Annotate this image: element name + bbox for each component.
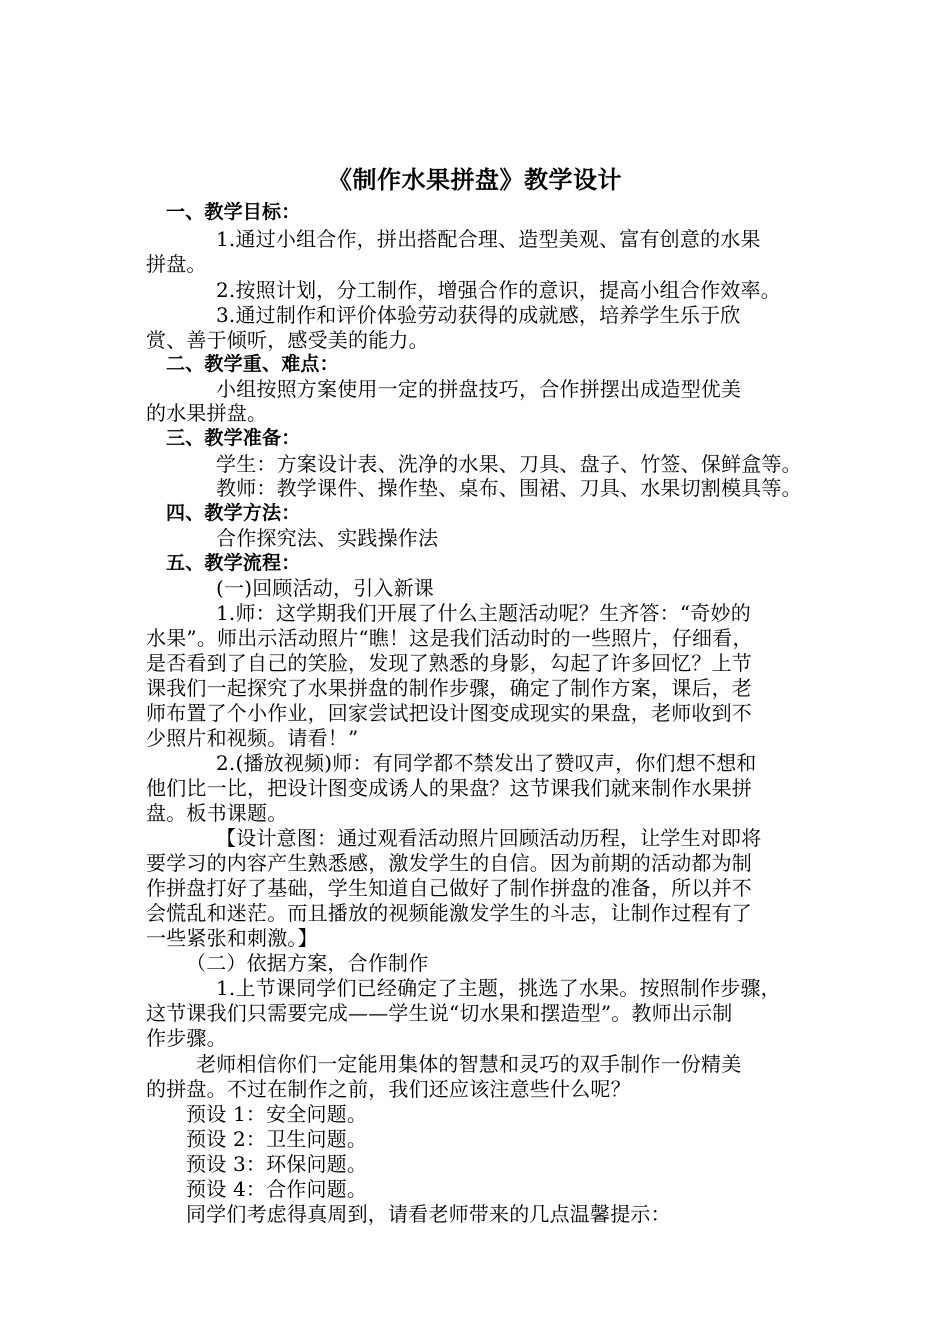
text-line: 作步骤。	[146, 1026, 227, 1050]
text-line: 【设计意图：通过观看活动照片回顾活动历程，让学生对即将	[216, 826, 762, 850]
heading-preparation: 三、教学准备：	[166, 427, 301, 449]
text-line: 2.按照计划，分工制作，增强合作的意识，提高小组合作效率。	[216, 278, 781, 302]
text-line: 会慌乱和迷茫。而且播放的视频能激发学生的斗志，让制作过程有了	[146, 901, 752, 925]
document-title: 《制作水果拼盘》教学设计	[328, 166, 622, 194]
text-line: 的水果拼盘。	[146, 401, 268, 425]
text-line: 预设 3：环保问题。	[186, 1152, 368, 1176]
text-line: 预设 2：卫生问题。	[186, 1127, 368, 1151]
text-line: 1.上节课同学们已经确定了主题，挑选了水果。按照制作步骤，	[216, 976, 781, 1000]
text-line: 作拼盘打好了基础，学生知道自己做好了制作拼盘的准备，所以并不	[146, 876, 752, 900]
text-line: 拼盘。	[146, 252, 207, 276]
text-line: 水果”。师出示活动照片“瞧！这是我们活动时的一些照片，仔细看，	[146, 626, 753, 650]
heading-key-points: 二、教学重、难点：	[166, 353, 339, 375]
text-line: 3.通过制作和评价体验劳动获得的成就感，培养学生乐于欣	[216, 303, 741, 327]
text-line: 一些紧张和刺激。】	[146, 926, 318, 950]
text-line: 课我们一起探究了水果拼盘的制作步骤，确定了制作方案，课后，老	[146, 676, 752, 700]
text-line: 1.师：这学期我们开展了什么主题活动呢？生齐答：“奇妙的	[216, 601, 751, 625]
text-line: 2.(播放视频)师：有同学都不禁发出了赞叹声，你们想不想和	[216, 751, 757, 775]
text-line: 他们比一比，把设计图变成诱人的果盘？这节课我们就来制作水果拼	[146, 776, 752, 800]
text-line: 是否看到了自己的笑脸，发现了熟悉的身影，勾起了许多回忆？上节	[146, 651, 752, 675]
subheading: (一)回顾活动，引入新课	[216, 576, 435, 600]
subheading: （二）依据方案，合作制作	[186, 951, 429, 975]
heading-methods: 四、教学方法：	[166, 502, 301, 524]
text-line: 这节课我们只需要完成——学生说“切水果和摆造型”。教师出示制	[146, 1001, 733, 1025]
heading-process: 五、教学流程：	[166, 552, 301, 574]
text-line: 赏、善于倾听，感受美的能力。	[146, 328, 429, 352]
text-line: 老师相信你们一定能用集体的智慧和灵巧的双手制作一份精美	[196, 1052, 742, 1076]
text-line: 盘。板书课题。	[146, 801, 288, 825]
text-line: 教师：教学课件、操作垫、桌布、围裙、刀具、水果切割模具等。	[216, 476, 802, 500]
text-line: 1.通过小组合作，拼出搭配合理、造型美观、富有创意的水果	[216, 227, 761, 251]
text-line: 同学们考虑得真周到，请看老师带来的几点温馨提示：	[186, 1202, 671, 1226]
text-line: 学生：方案设计表、洗净的水果、刀具、盘子、竹签、保鲜盒等。	[216, 452, 802, 476]
text-line: 的拼盘。不过在制作之前，我们还应该注意些什么呢？	[146, 1077, 631, 1101]
text-line: 预设 1：安全问题。	[186, 1102, 368, 1126]
text-line: 小组按照方案使用一定的拼盘技巧，合作拼摆出成造型优美	[216, 377, 742, 401]
text-line: 预设 4：合作问题。	[186, 1177, 368, 1201]
heading-objectives: 一、教学目标：	[166, 201, 301, 223]
text-line: 师布置了个小作业，回家尝试把设计图变成现实的果盘，老师收到不	[146, 701, 752, 725]
text-line: 合作探究法、实践操作法	[216, 526, 439, 550]
text-line: 要学习的内容产生熟悉感，激发学生的自信。因为前期的活动都为制	[146, 851, 752, 875]
text-line: 少照片和视频。请看！”	[146, 726, 359, 750]
